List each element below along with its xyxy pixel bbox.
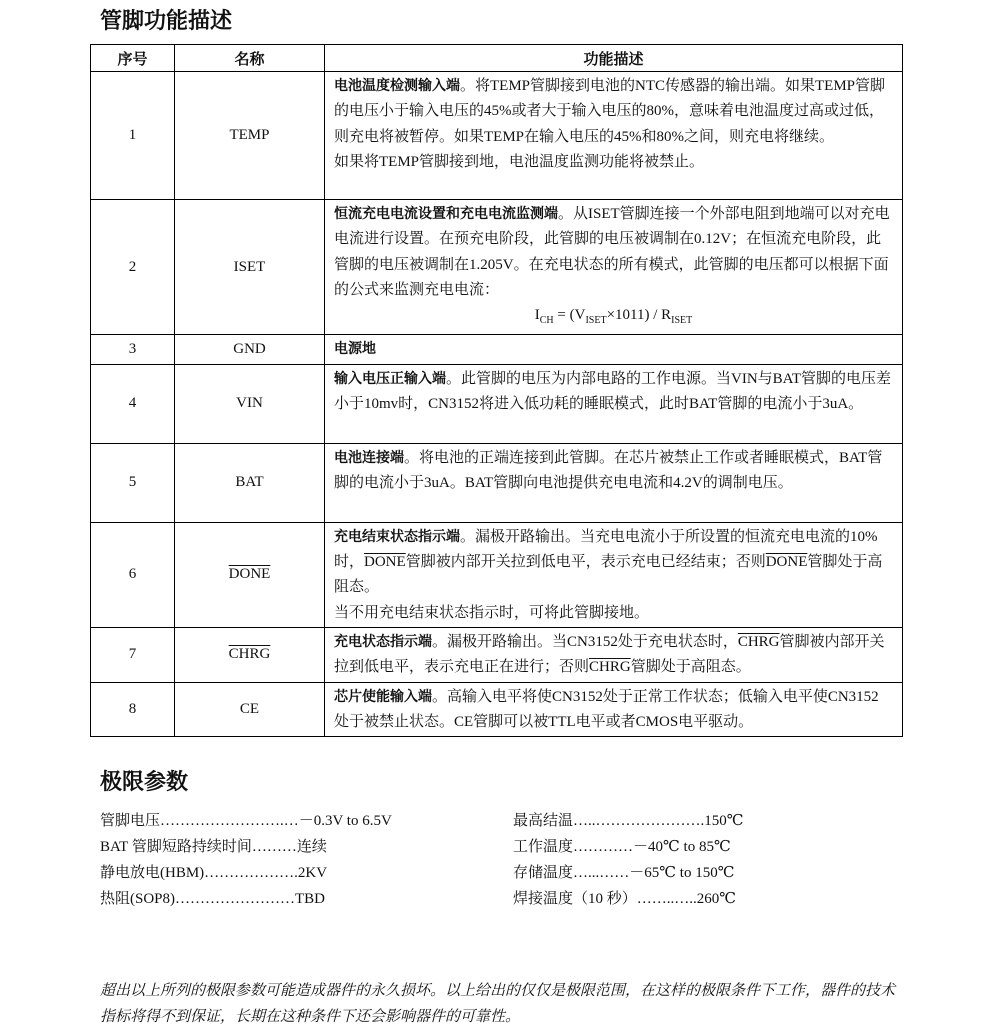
pin-description-text: 如果将TEMP管脚接到地，电池温度监测功能将被禁止。 [334,153,705,170]
abs-max-item: BAT 管脚短路持续时间………连续 [100,839,327,855]
pin-number: 5 [91,443,175,522]
pin-description-text: 。将电池的正端连接到此管脚。在芯片被禁止工作或者睡眠模式，BAT管脚的电流小于3uA。BAT管脚向电池提供充电电流和4.2V的调制电压。 [334,449,883,492]
done-pin-ref: DONE [765,554,808,571]
table-row [91,364,903,443]
absolute-max-list-left [100,808,392,912]
pin-description-text: 。高输入电平将使CN3152处于正常工作状态；低输入电平使CN3152处于被禁止状态。CE管脚可以被TTL电平或者CMOS电平驱动。 [334,688,879,730]
pin-number: 1 [91,72,175,200]
abs-max-item: 热阻(SOP8)……………………TBD [100,891,326,907]
done-pin-ref: DONE [364,554,406,571]
pin-name: DONE [175,522,325,627]
chrg-pin-ref: CHRG [737,633,780,650]
header-description: 功能描述 [325,45,903,72]
pin-number: 2 [91,200,175,335]
header-name: 名称 [175,45,325,72]
charge-current-formula: $I_{CH} = (V_{ISET}\times 1011) / R_{ISET}$ [534,307,693,327]
pin-description-text: 。此管脚的电压为内部电路的工作电源。当VIN与BAT管脚的电压差小于10mv时，CN3152将进入低功耗的睡眠模式，此时BAT管脚的电流小于3uA。 [334,370,892,413]
pin-description-lead: 输入电压正输入端 [334,370,446,387]
chrg-pin-ref: CHRG [589,659,631,676]
pin-description-lead: 充电状态指示端 [334,633,432,650]
pin-description [325,682,903,737]
table-row [91,335,903,364]
table-header-row [91,45,903,72]
table-row [91,443,903,522]
pin-description-lead: 充电结束状态指示端 [334,528,460,545]
pin-name: GND [175,335,325,364]
pin-description [325,335,903,364]
pin-number: 3 [91,335,175,364]
pin-function-title: 管脚功能描述 [100,9,233,34]
table-row [91,72,903,200]
pin-number: 8 [91,682,175,737]
pin-description-lead: 电池温度检测输入端 [334,78,460,94]
pin-description [325,72,903,200]
table-row [91,200,903,335]
pin-description-text: 。将TEMP管脚接到电池的NTC传感器的输出端。如果TEMP管脚的电压小于输入电压的45%或者大于输入电压的80%，意味着电池温度过高或过低，则充电将被暂停。如果TEMP在输入电压的45%和80%之间，则充电将继续。 [334,78,886,145]
pin-description-text: 。从ISET管脚连接一个外部电阻到地端可以对充电电流进行设置。在预充电阶段，此管脚的电压被调制在0.12V；在恒流充电阶段，此管脚的电压被调制在1.205V。在充电状态的所有模式，此管脚的电压都可以根据下面的公式来监测充电电流： [334,206,890,298]
header-number: 序号 [91,45,175,72]
table-row [91,522,903,627]
pin-description [325,443,903,522]
abs-max-item: 最高结温…..………………….150℃ [513,813,744,829]
absolute-max-title: 极限参数 [100,770,189,795]
pin-description-text: 当不用充电结束状态指示时，可将此管脚接地。 [334,604,650,621]
abs-max-item: 静电放电(HBM)……………….2KV [100,865,328,881]
abs-max-item: 管脚电压…………………….…－0.3V to 6.5V [100,813,392,829]
pin-description [325,200,903,335]
abs-max-item: 焊接温度（10 秒）……..…..260℃ [513,891,737,907]
abs-max-item: 工作温度…………－40℃ to 85℃ [513,839,731,855]
pin-name: TEMP [175,72,325,200]
pin-name: CHRG [175,627,325,682]
pin-description: 充电状态指示端。漏极开路输出。当CN3152处于充电状态时，CHRG管脚被内部开关拉到低电平，表示充电正在进行；否则CHRG管脚处于高阻态。 [325,627,903,682]
pin-name: VIN [175,364,325,443]
pin-description [325,364,903,443]
pin-name: CE [175,682,325,737]
pin-description-lead: 电源地 [334,341,376,358]
pin-number: 4 [91,364,175,443]
warning-note: 超出以上所列的极限参数可能造成器件的永久损坏。以上给出的仅仅是极限范围，在这样的极限条件下工作，器件的技术指标将得不到保证，长期在这种条件下还会影响器件的可靠性。 [100,983,896,1025]
pin-number: 7 [91,627,175,682]
table-row [91,627,903,682]
abs-max-item: 存储温度…...……－65℃ to 150℃ [513,865,735,881]
absolute-max-list-right [513,808,744,912]
pin-name: ISET [175,200,325,335]
pin-description-lead: 芯片使能输入端 [334,688,432,705]
table-row [91,682,903,737]
pin-description-lead: 电池连接端 [334,449,404,466]
pin-function-table [90,44,903,737]
pin-number: 6 [91,522,175,627]
pin-name: BAT [175,443,325,522]
pin-description-lead: 恒流充电电流设置和充电电流监测端 [334,206,558,222]
pin-description: 充电结束状态指示端。漏极开路输出。当充电电流小于所设置的恒流充电电流的10%时，DONE管脚被内部开关拉到低电平，表示充电已经结束；否则DONE管脚处于高阻态。 当不用充电结束状态指示时，可将此管脚接地。 [325,522,903,627]
